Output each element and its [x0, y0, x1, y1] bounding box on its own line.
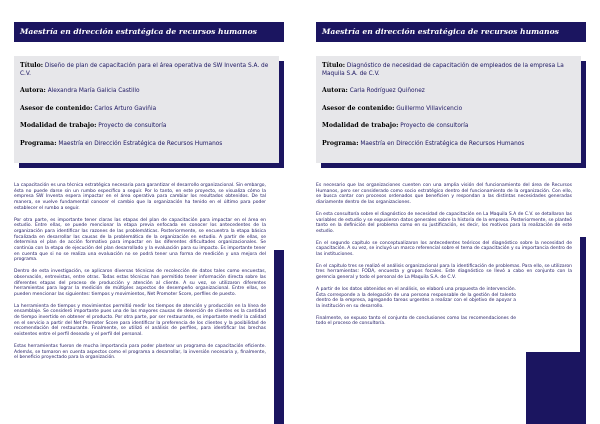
meta-title — [20, 62, 273, 78]
meta-title-value: Diseño de plan de capacitación para el área operativa de SW Inventa S.A. de C.V. — [20, 63, 269, 77]
meta-author-label: Autora: — [20, 87, 46, 95]
meta-program — [322, 140, 575, 149]
meta-author-value: Carla Rodríguez Quiñonez — [349, 88, 425, 95]
meta-title-value: Diagnóstico de necesidad de capacitación de empleados de la empresa La Maquila S.A. de C.V. — [322, 63, 564, 77]
meta-author — [322, 87, 575, 96]
meta-author — [20, 87, 273, 96]
meta-modality-label: Modalidad de trabajo: — [322, 122, 399, 130]
meta-program-value: Maestría en Dirección Estratégica de Recursos Humanos — [360, 140, 525, 147]
abstract-paragraph: La capacitación es una técnica estratégica necesaria para garantizar el desarrollo organizacional. Sin embargo, ésta no puede darse sin un rumbo específico a seguir. Por lo tanto, en este proyecto, se visualiza cómo la empresa SW Inventa espera impactar en el área operativa para cambiar los resultados obtenidos. De tal manera, se vuelve fundamental conocer el cambio que la organización ha tenido en el último para poder establecer el rumbo a seguir. — [14, 183, 266, 211]
decorative-side-bar — [274, 250, 284, 424]
abstract-paragraph: En el segundo capítulo se conceptualizaron los antecedentes teóricos del diagnóstico sobre la necesidad de capacitación. A su vez, se incluyó un marco referencial sobre el tema de capacitación y su importancia dentro de las instituciones. — [316, 240, 572, 258]
decorative-corner-block — [526, 352, 586, 424]
page-header: Maestría en dirección estratégica de recursos humanos — [316, 22, 586, 42]
meta-title-label: Título: — [322, 62, 346, 69]
meta-program-value: Maestría en Dirección Estratégica de Recursos Humanos — [58, 140, 223, 147]
page-header: Maestría en dirección estratégica de recursos humanos — [14, 22, 284, 42]
meta-author-value: Alexandra María Galicia Castillo — [47, 88, 140, 95]
meta-modality — [20, 122, 273, 131]
abstract-paragraph: Por otra parte, es importante tener claras las etapas del plan de capacitación para impactar en el área en estudio. Entre ellas, se puede mencionar la etapa previa enfocada en conocer los antecedentes de la organización para identificar las razones de las problemáticas. Posteriormente, se encuentra la etapa básica focalizada en desarrollar las causas de la problemática de la organización en estudio. A partir de ellas, se determina el plan de acción formativo para impactar en las diferentes dificultades organizacionales. Se continúa con la etapa de ejecución del plan desarrollado y la evaluación para su impacto. Es importante tener en cuenta que si no se realiza una evaluación no se podrá tener una forma de medición y una mejora del programa. — [14, 217, 266, 263]
abstract-paragraph: Estas herramientas fueron de mucha importancia para poder plantear un programa de capacitación eficiente. Además, se tomaron en cuenta aspectos como el programa a desarrollar, la inversión necesaria y, finalmente, el beneficio proyectado para la organización. — [14, 343, 266, 361]
abstract-paragraph: Es necesario que las organizaciones cuenten con una amplia visión del funcionamiento del área de Recursos Humanos, pero ser considerado como socio estratégico dentro del funcionamiento de la organización. Con ello, se busca contar con procesos ordenados que beneficien y respondan a las distintas necesidades generadas diariamente dentro de las organizaciones. — [316, 183, 572, 206]
meta-program-label: Programa: — [322, 139, 359, 147]
meta-advisor-label: Asesor de contenido: — [20, 104, 93, 112]
meta-modality-label: Modalidad de trabajo: — [20, 122, 97, 130]
metadata-panel — [316, 56, 581, 163]
meta-advisor-value: Guillermo Villavicencio — [396, 105, 463, 112]
left-page — [14, 0, 284, 424]
meta-modality-value: Proyecto de consultoría — [98, 123, 167, 130]
meta-program — [20, 140, 273, 149]
metadata-box — [316, 56, 586, 168]
abstract-paragraph: Finalmente, se expuso tanto el conjunto de conclusiones como las recomendaciones de todo el proceso de consultoría. — [316, 315, 516, 327]
abstract-body — [14, 183, 266, 367]
right-page — [316, 0, 586, 424]
abstract-paragraph: La herramienta de tiempos y movimientos permitió medir los tiempos de atención y producción en la línea de ensamblaje. Se consideró importante pues una de las mayores causas de deserción de clientes es la cantidad de tiempo invertido en obtener el producto. Por otra parte, por ser restaurante, es importante medir la calidad en el servicio a partir del Net Promoter Score para identificar la preferencia de los clientes y la posibilidad de recomendación del restaurante. Finalmente, se utilizó el análisis de perfiles, para identificar las brechas existentes entre el perfil deseado y el perfil del personal. — [14, 303, 266, 338]
meta-program-label: Programa: — [20, 139, 57, 147]
meta-title-label: Título: — [20, 62, 44, 69]
meta-modality-value: Proyecto de consultoría — [400, 123, 469, 130]
meta-advisor-value: Carlos Arturo Gaviñia — [94, 105, 157, 112]
meta-author-label: Autora: — [322, 87, 348, 95]
meta-modality — [322, 122, 575, 131]
abstract-paragraph: En el capítulo tres se realizó el análisis organizacional para la identificación de problemas. Para ello, se utilizaron tres herramientas: FODA, encuesta y grupos focales. Este diagnóstico se llevó a cabo en conjunto con la gerencia general y todo el personal de La Maquila S.A. de C.V. — [316, 263, 572, 281]
abstract-paragraph: Dentro de esta investigación, se aplicaron diversas técnicas de recolección de datos tales como encuestas, observación, entrevistas, entre otras. Todas estas técnicas han permitido tener información directa sobre las diferentes etapas del proceso de producción y atención al cliente. A su vez, se utilizaron diferentes herramientas para lograr la medición de múltiples aspectos de desempeño organizacional. Entre ellas, se pueden mencionar las siguientes: tiempos y movimientos, Net Promoter Score, perfiles de puesto. — [14, 269, 266, 297]
meta-advisor — [20, 105, 273, 114]
abstract-paragraph: A partir de los datos obtenidos en el análisis, se elaboró una propuesta de intervención. Ésta corresponde a la delegación de una persona responsable de la gestión del talento dentro de la empresa, agregando tareas urgentes a realizar con el objetivo de apoyar a la institución en su desarrollo. — [316, 286, 516, 309]
metadata-panel — [14, 56, 279, 163]
abstract-body — [316, 183, 572, 333]
abstract-paragraph: En esta consultoría sobre el diagnóstico de necesidad de capacitación en La Maquila S.A de C.V. se detallaron las variables de estudio y se expusieron datos generales sobre la historia de la empresa. Posteriormente, se planteó tanto en la definición del problema como en su justificación, es decir, los motivos para la realización de este estudio. — [316, 211, 572, 234]
meta-advisor-label: Asesor de contenido: — [322, 104, 395, 112]
metadata-box — [14, 56, 284, 168]
meta-title — [322, 62, 575, 78]
meta-advisor — [322, 105, 575, 114]
